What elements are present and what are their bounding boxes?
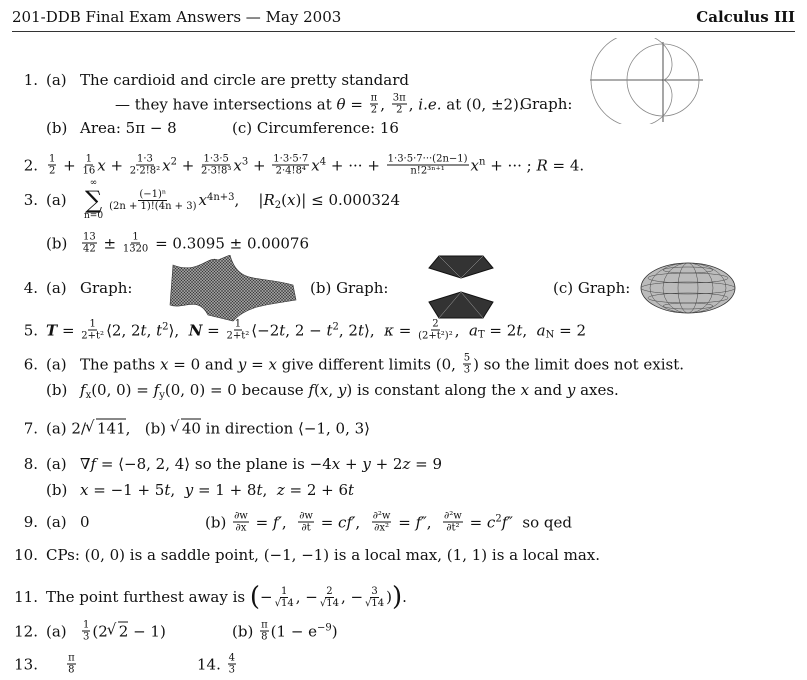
denominator: √14 (365, 597, 385, 609)
answer-line-r14 (197, 653, 238, 676)
question-number: 8. (23, 455, 38, 473)
subscript: x (85, 389, 92, 401)
denominator: √14 (319, 597, 339, 609)
part-label: (a) (46, 71, 67, 89)
text-segment: ) (386, 588, 393, 606)
question-number: 1. (23, 71, 38, 89)
numerator: π (370, 92, 378, 104)
superscript: 2 (495, 513, 502, 525)
text-segment: 0 (80, 513, 90, 531)
math-variable: y (184, 481, 194, 499)
fraction (48, 154, 56, 177)
math-variable: y (337, 381, 347, 399)
text-segment: in direction ⟨−1, 0, 3⟩ (200, 419, 371, 437)
text-segment: = 1 + 8 (193, 481, 257, 499)
text-segment: (1 − e (270, 622, 318, 640)
answer-line-r10 (0, 546, 600, 564)
part-label: (b) (46, 234, 68, 252)
answer-line-r9b (205, 511, 572, 534)
question-number: 13. (14, 655, 38, 673)
answer-line-r11 (0, 584, 407, 610)
math-variable: x (198, 191, 207, 209)
denominator: (2+t²)² (418, 330, 453, 342)
math-variable: x (286, 191, 296, 209)
fraction (130, 154, 160, 177)
math-variable: R (536, 156, 548, 174)
denominator: 1320 (122, 243, 149, 255)
math-variable: t (140, 321, 147, 339)
math-variable: x (162, 156, 171, 174)
numerator: 1 (132, 231, 139, 243)
text-segment: ⟩, (168, 321, 189, 339)
text-segment: ) is constant along the (346, 381, 521, 399)
text-segment: , 2 (338, 321, 358, 339)
answer-line-r4b (310, 279, 389, 297)
numerator: 4 (228, 652, 235, 664)
text-segment: , − (295, 588, 318, 606)
subscript: T (477, 329, 485, 341)
text-segment: (0, 0) = 0 because (164, 381, 309, 399)
denominator: n!2³ⁿ⁺¹ (410, 165, 445, 177)
text-segment: , (454, 321, 470, 339)
math-variable: a (469, 321, 478, 339)
part-label: (a) (46, 355, 67, 373)
numerator: π (261, 619, 268, 631)
math-variable: y (237, 355, 247, 373)
math-variable: t (516, 321, 523, 339)
text-segment: (b) (205, 513, 232, 531)
hyperboloid-graph (425, 250, 497, 325)
fraction (233, 511, 249, 534)
denominator: ∂t² (446, 522, 460, 534)
superscript: 3 (241, 156, 249, 168)
numerator: 13 (83, 231, 96, 243)
text-segment: = (315, 513, 339, 531)
math-variable: x (233, 156, 242, 174)
fraction (109, 189, 196, 212)
text-segment: ( (281, 191, 287, 209)
text-segment: , (b) (125, 419, 171, 437)
text-segment: = 0 and (168, 355, 238, 373)
part-label: (a) (46, 191, 67, 209)
text-segment: , (146, 321, 157, 339)
fraction (372, 511, 392, 534)
text-segment: , (262, 481, 277, 499)
text-segment: . (402, 588, 407, 606)
answer-line-r6b (0, 381, 619, 399)
header-rule (12, 31, 795, 32)
math-variable: x (97, 156, 106, 174)
math-variable: t (279, 321, 286, 339)
answer-line-r4c (553, 279, 630, 297)
text-segment: = ⟨−8, 2, 4⟩ so the plane is −4 (96, 455, 332, 473)
math-variable: θ (336, 95, 346, 113)
numerator: 3π (392, 92, 406, 104)
numerator: 1·3·5·7 (273, 153, 309, 165)
text-segment: (a) 2/ (46, 419, 87, 437)
text-segment: = (464, 513, 487, 531)
part-label: (b) (46, 381, 68, 399)
text-segment: Area: 5π − 8 (80, 119, 177, 137)
numerator: 1 (49, 153, 56, 165)
math-vector: T (46, 321, 58, 339)
question-number: 12. (14, 622, 38, 640)
text-segment: = (57, 321, 80, 339)
text-segment: + ··· ; (485, 156, 537, 174)
math-variable: f (308, 381, 314, 399)
answer-line-r13 (0, 653, 78, 676)
question-number: 9. (23, 513, 38, 531)
subscript: 2 (274, 199, 282, 211)
numerator: 1·3·5 (203, 153, 229, 165)
text-segment: axes. (575, 381, 619, 399)
answer-line-r1g (520, 95, 572, 113)
text-segment: The paths (80, 355, 161, 373)
square-root: √ 141 (96, 419, 126, 438)
math-variable: a (536, 321, 546, 339)
math-variable: x (268, 355, 277, 373)
question-number: 4. (23, 279, 38, 297)
square-root: √ 2 (118, 622, 129, 641)
text-segment: (c) Graph: (553, 279, 631, 297)
text-segment: = (394, 321, 417, 339)
question-number: 11. (14, 588, 38, 606)
text-segment: − (260, 588, 273, 606)
math-variable: x (520, 381, 530, 399)
math-variable: t (164, 481, 171, 499)
saddle-surface-graph (168, 255, 298, 323)
fraction (392, 93, 407, 116)
text-segment: = (246, 355, 269, 373)
denominator: 2·4!8⁴ (275, 165, 306, 177)
math-variable: t (348, 481, 355, 499)
math-variable: t (326, 321, 333, 339)
numerator: π (68, 652, 75, 664)
text-segment: , (522, 321, 537, 339)
text-segment: (b) Graph: (310, 279, 389, 297)
question-number: 7. (23, 419, 38, 437)
answer-line-r2 (0, 154, 584, 177)
superscript: 4n+3 (206, 191, 235, 203)
numerator: ∂²w (444, 510, 462, 522)
fraction (228, 653, 236, 676)
answer-line-r3a (0, 179, 400, 221)
fraction (67, 653, 76, 676)
text-segment: , (281, 513, 297, 531)
answer-line-r9a (0, 513, 90, 531)
denominator: 2·2!8² (129, 165, 161, 177)
numerator: 1 (89, 318, 96, 330)
math-variable: f (153, 381, 160, 399)
text-segment: , 2 − (285, 321, 327, 339)
answer-line-r4a (0, 279, 132, 297)
numerator: 1 (83, 619, 90, 631)
math-variable: t (156, 321, 163, 339)
part-label: (a) (46, 622, 67, 640)
superscript: 2 (332, 321, 339, 333)
text-segment: = 0.3095 ± 0.00076 (150, 234, 310, 252)
denominator: 3 (463, 364, 471, 376)
text-segment: , (380, 95, 390, 113)
fraction (82, 232, 97, 255)
answer-line-r1b (0, 119, 177, 137)
text-segment: , − (340, 588, 364, 606)
numerator: ∂w (234, 510, 248, 522)
math-variable: κ (384, 321, 395, 339)
text-segment: , (170, 481, 185, 499)
numerator: 2 (326, 585, 333, 597)
fraction (123, 232, 148, 255)
fraction (320, 586, 339, 609)
text-segment: = 9 (410, 455, 443, 473)
answer-line-r7 (0, 419, 370, 438)
text-segment: ) (331, 622, 338, 640)
superscript: 2 (170, 156, 177, 168)
question-number: 2. (23, 156, 38, 174)
text-segment: + ··· + (326, 156, 385, 174)
text-segment: + (58, 156, 81, 174)
text-segment: ) so the limit does not exist. (473, 355, 685, 373)
text-segment: )| ≤ 0.000324 (295, 191, 401, 209)
math-variable: t (357, 321, 365, 339)
math-variable: x (331, 455, 341, 473)
math-variable: x (80, 481, 89, 499)
denominator: (2n + 1)!(4n + 3) (109, 200, 197, 212)
math-variable: i.e. (418, 95, 442, 113)
cardioid-circle-graph (585, 38, 710, 124)
part-label: (a) (46, 513, 67, 531)
denominator: 2 (370, 104, 378, 116)
numerator: ∂²w (372, 510, 391, 522)
numerator: 2 (432, 318, 439, 330)
math-variable: f″ (501, 513, 513, 531)
denominator: ∂x (235, 522, 247, 534)
text-segment: = (250, 513, 273, 531)
math-variable: t (256, 481, 263, 499)
question-number: 5. (23, 321, 38, 339)
text-segment: CPs: (0, 0) is a saddle point, (−1, −1) is a local max, (1, 1) is a local max. (46, 546, 601, 564)
text-segment: = (202, 321, 225, 339)
sum-lower: n=0 (84, 211, 104, 221)
superscript: 4 (319, 156, 327, 168)
denominator: 8 (68, 664, 75, 676)
part-label: (b) (46, 481, 68, 499)
subscript: N (545, 329, 555, 341)
fraction (443, 511, 463, 534)
text-segment: ± (98, 234, 121, 252)
fraction (272, 154, 309, 177)
text-segment: ∇ (80, 455, 91, 473)
fraction (201, 154, 231, 177)
text-segment: — they have intersections at (115, 95, 337, 113)
denominator: 2+t² (81, 330, 105, 342)
text-segment: ⟨−2 (251, 321, 280, 339)
superscript: n (479, 156, 486, 168)
summation (84, 179, 103, 221)
math-variable: y (566, 381, 576, 399)
text-segment: ⟨2, 2 (106, 321, 141, 339)
text-segment: = 2 (484, 321, 517, 339)
sigma-symbol: ∑ (84, 186, 103, 214)
fraction (365, 586, 384, 609)
superscript: 2 (162, 321, 169, 333)
math-variable: R (263, 191, 275, 209)
denominator: 42 (83, 243, 96, 255)
text-segment: and (529, 381, 567, 399)
header-course: Calculus III (696, 8, 795, 26)
math-variable: x (160, 355, 169, 373)
math-variable: c (486, 513, 496, 531)
text-segment: Graph: (80, 279, 133, 297)
question-number: 10. (14, 546, 38, 564)
text-segment: + 2 (370, 455, 403, 473)
text-segment: (2 (92, 622, 108, 640)
denominator: ∂x² (374, 522, 389, 534)
numerator: (−1)ⁿ (139, 188, 167, 200)
denominator: √14 (274, 597, 294, 609)
answer-line-r1c (232, 119, 399, 137)
fraction (463, 353, 471, 376)
denominator: 2·3!8³ (201, 165, 232, 177)
text-segment: + (105, 156, 128, 174)
math-variable: f′ (272, 513, 282, 531)
fraction (275, 586, 294, 609)
math-variable: x (311, 156, 320, 174)
answer-line-r12a (0, 620, 166, 643)
numerator: 1 (280, 585, 288, 597)
text-segment: + (176, 156, 200, 174)
numerator: 5 (463, 352, 471, 364)
answer-line-r1a (0, 71, 409, 89)
answer-line-r8b (0, 481, 354, 499)
fraction (298, 511, 314, 534)
part-label: (a) (46, 279, 67, 297)
math-variable: x (319, 381, 329, 399)
math-variable: cf′ (338, 513, 356, 531)
math-variable: f (80, 381, 86, 399)
denominator: 3 (83, 631, 90, 643)
superscript: −9 (317, 622, 332, 634)
text-segment: = (345, 95, 368, 113)
header-title: 201-DDB Final Exam Answers — May 2003 (12, 8, 342, 26)
text-segment: , (355, 513, 370, 531)
text-segment: at (0, ±2). (441, 95, 524, 113)
text-segment: ( (314, 381, 320, 399)
ellipsoid-graph (638, 260, 738, 316)
numerator: 1·3·5·7···(2n−1) (387, 153, 468, 165)
fraction (82, 154, 95, 177)
numerator: 1 (234, 318, 242, 330)
fraction (387, 154, 469, 177)
math-variable: x (470, 156, 479, 174)
answer-line-r3b (0, 232, 309, 255)
math-variable: y (362, 455, 371, 473)
math-variable: z (402, 455, 411, 473)
text-segment: Graph: (520, 95, 573, 113)
text-segment: + (340, 455, 363, 473)
math-variable: f″ (415, 513, 427, 531)
text-segment: The point furthest away is (46, 588, 250, 606)
denominator: 3 (228, 664, 235, 676)
subscript: y (159, 389, 165, 401)
part-label: (a) (46, 455, 67, 473)
denominator: ∂t (301, 522, 311, 534)
numerator: ∂w (299, 510, 313, 522)
text-segment: = 2 (554, 321, 587, 339)
text-segment: = (393, 513, 416, 531)
fraction (370, 93, 379, 116)
denominator: 2 (49, 165, 56, 177)
fraction (81, 319, 104, 342)
text-segment: (b) (232, 622, 259, 640)
math-variable: z (276, 481, 285, 499)
math-vector: N (188, 321, 203, 339)
text-segment: + (248, 156, 271, 174)
denominator: 2+t² (226, 330, 250, 342)
text-segment: , (328, 381, 338, 399)
math-variable: f (90, 455, 97, 473)
text-segment: = −1 + 5 (88, 481, 165, 499)
fraction (82, 620, 90, 643)
numerator: 1·3 (136, 153, 153, 165)
square-root: √ 40 (181, 419, 201, 438)
answer-line-r12b (232, 620, 338, 643)
question-number: 3. (23, 191, 38, 209)
text-segment: (c) Circumference: 16 (232, 119, 399, 137)
text-segment (46, 655, 65, 673)
text-segment: (0, 0) = (91, 381, 154, 399)
text-segment: = 4. (547, 156, 585, 174)
text-segment: ⟩, (364, 321, 385, 339)
question-number: 6. (23, 355, 38, 373)
text-segment: , (408, 95, 419, 113)
text-segment: so qed (512, 513, 572, 531)
text-segment: − 1) (128, 622, 166, 640)
sum-upper: ∞ (89, 178, 98, 188)
text-segment: 14. (197, 655, 226, 673)
answer-line-r6a (0, 353, 684, 376)
denominator: 8 (261, 631, 268, 643)
text-segment: , (426, 513, 442, 531)
text-segment: = 2 + 6 (284, 481, 349, 499)
denominator: 2 (396, 104, 403, 116)
large-paren: ( (249, 582, 261, 612)
part-label: (b) (46, 119, 68, 137)
numerator: 1 (85, 153, 93, 165)
large-paren: ) (392, 582, 403, 612)
text-segment: give different limits (0, (276, 355, 461, 373)
answer-line-r1a2 (115, 93, 524, 116)
text-segment: The cardioid and circle are pretty standard (80, 71, 409, 89)
numerator: 3 (371, 585, 378, 597)
denominator: 16 (82, 165, 96, 177)
fraction (260, 620, 269, 643)
answer-line-r8a (0, 455, 442, 473)
text-segment: , | (234, 191, 264, 209)
